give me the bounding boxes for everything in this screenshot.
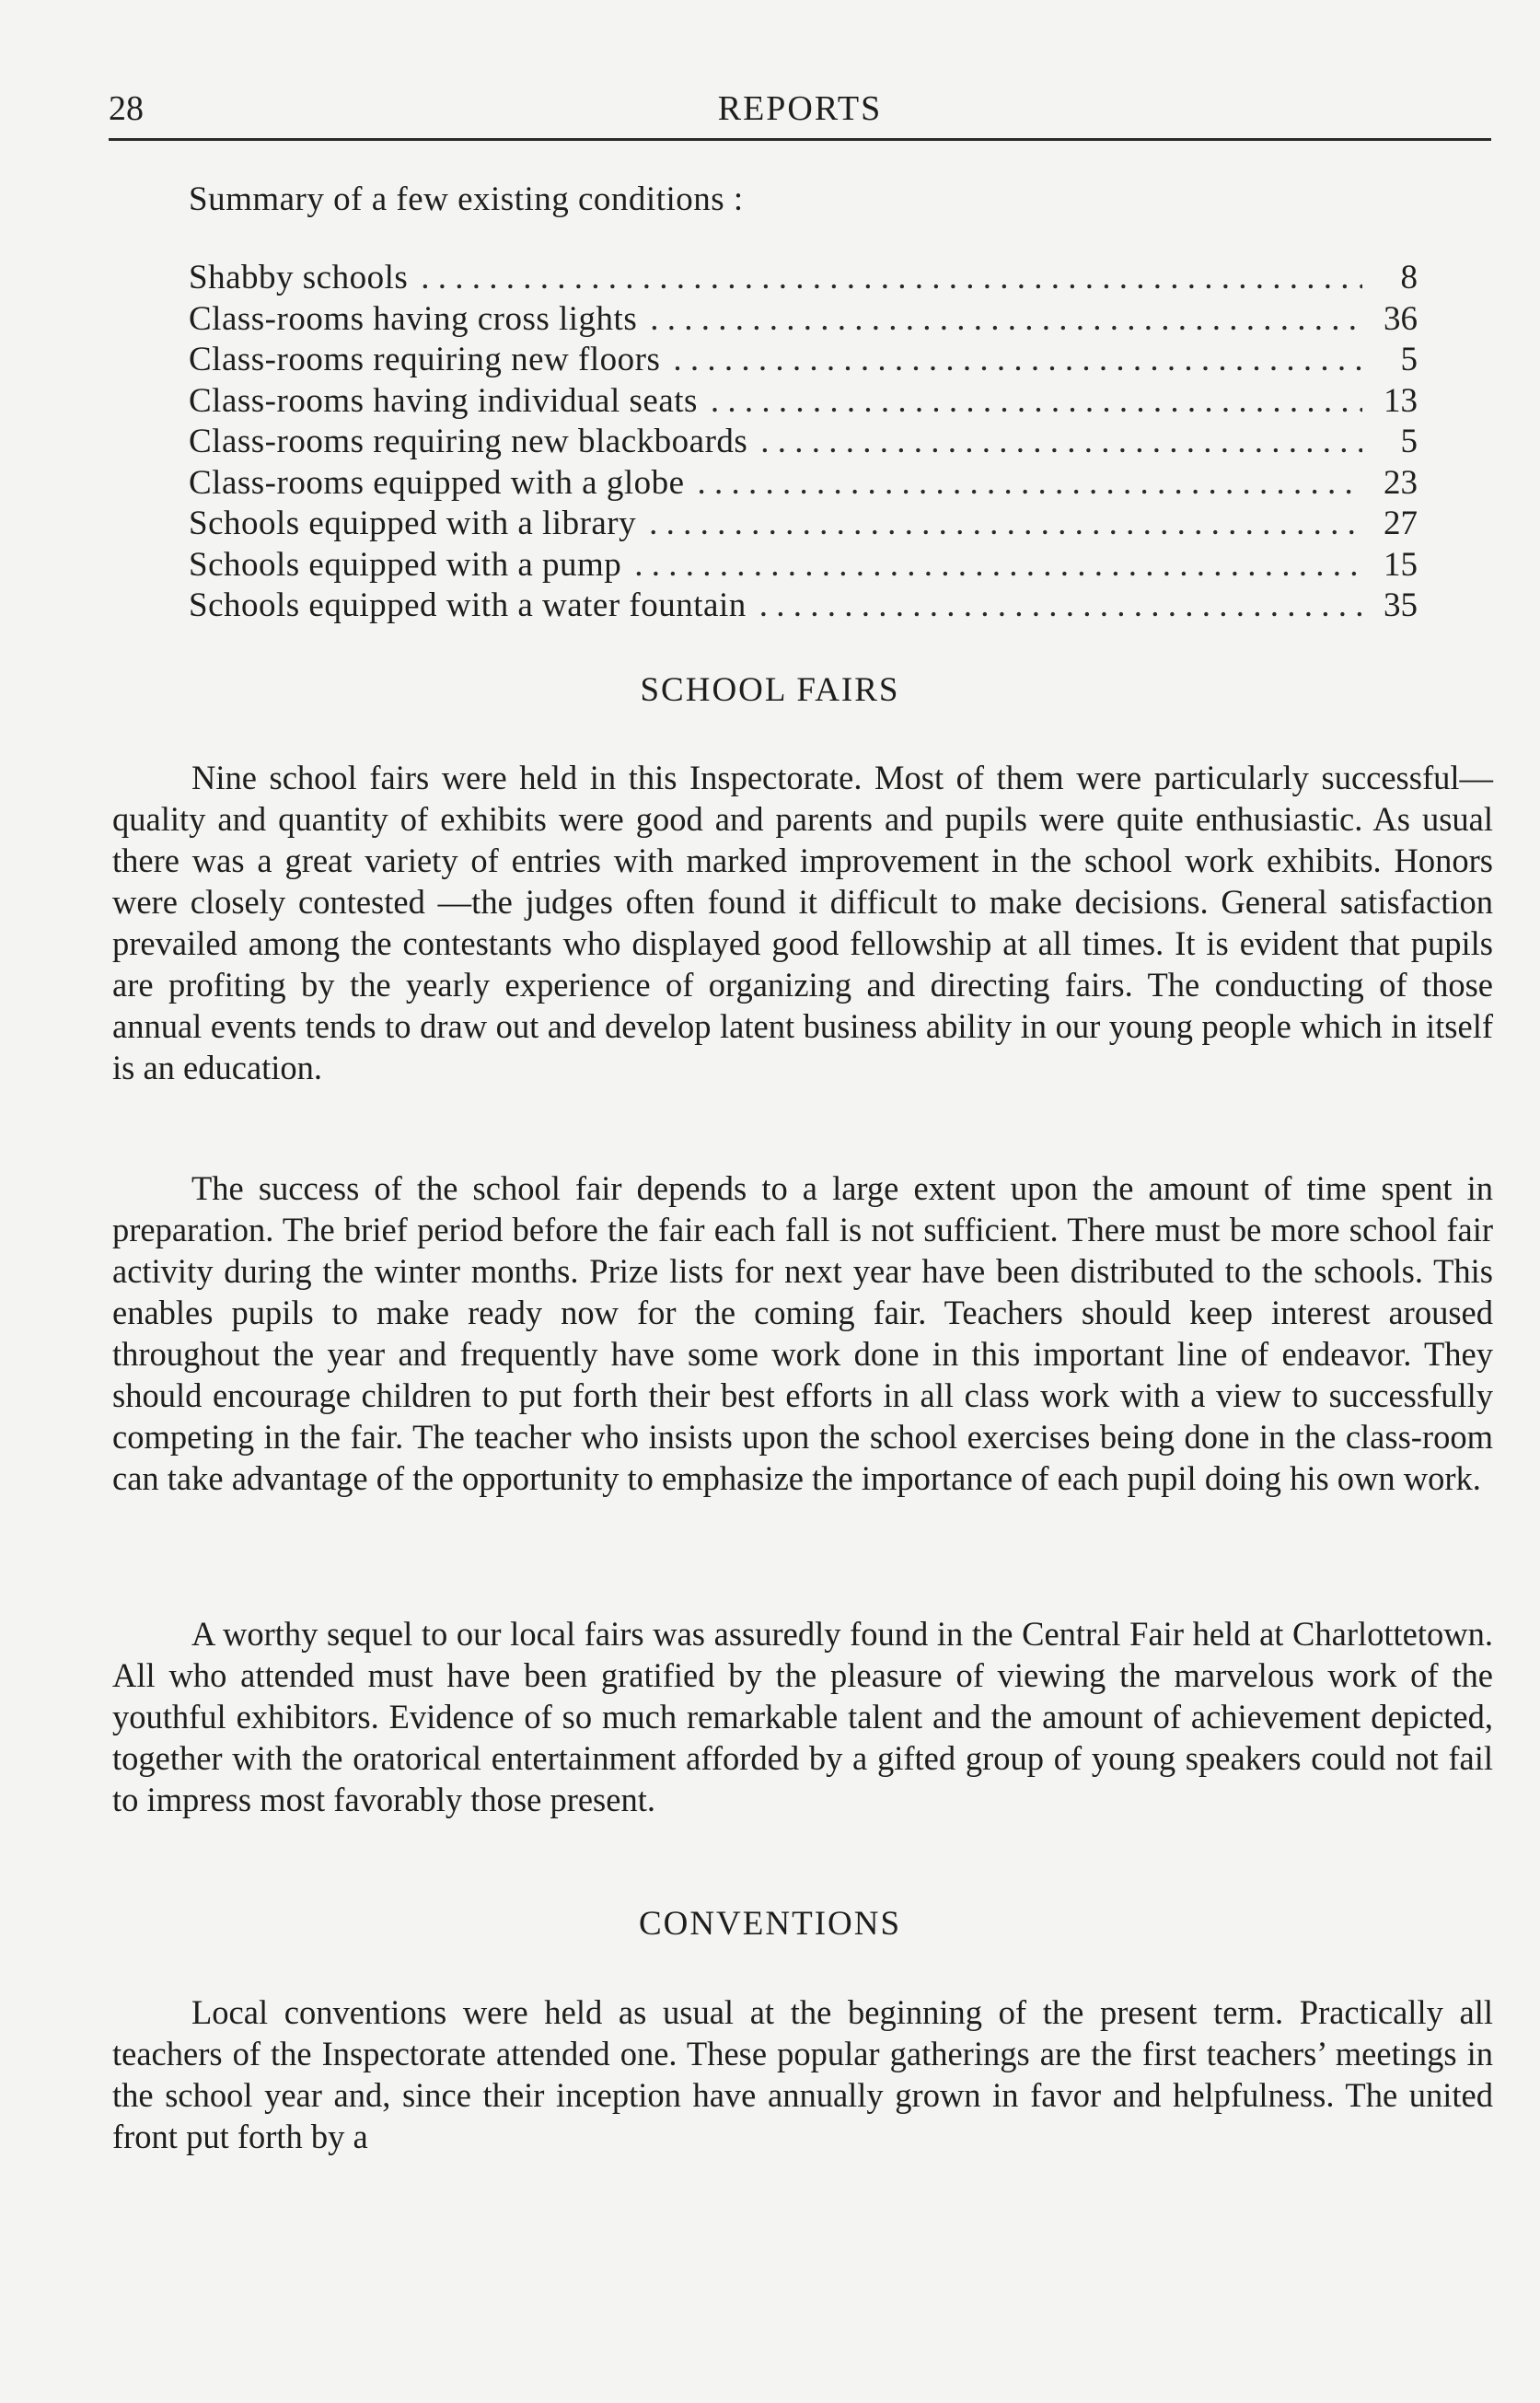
dot-leader bbox=[650, 299, 1362, 339]
paragraph-school-fairs-1: Nine school fairs were held in this Inspectorate. Most of them were particularly successful—quality and quantity of exhibits were good and parents and pupils were quite enthusiastic. As usual there was a great variety of entries with marked improvement in the school work exhibits. Honors were closely contested —the judges often found it difficult to make decisions. General satisfaction prevailed among the contestants who displayed good fellowship at all times. It is evident that pupils are profiting by the yearly experience of organizing and directing fairs. The conducting of those annual events tends to draw out and develop latent business ability in our young people which in itself is an education. bbox=[112, 759, 1493, 1086]
dot-leader bbox=[421, 258, 1362, 297]
summary-label: Schools equipped with a library bbox=[189, 505, 637, 542]
summary-value: 36 bbox=[1384, 299, 1418, 338]
summary-value: 23 bbox=[1384, 463, 1418, 502]
summary-value: 5 bbox=[1400, 423, 1418, 460]
summary-row bbox=[189, 258, 1418, 299]
summary-label: Shabby schools bbox=[189, 259, 409, 296]
summary-label: Class-rooms requiring new floors bbox=[189, 341, 661, 378]
summary-label: Class-rooms having cross lights bbox=[189, 299, 638, 338]
section-heading-conventions: CONVENTIONS bbox=[638, 1905, 902, 1943]
summary-value: 5 bbox=[1400, 341, 1418, 378]
summary-value: 35 bbox=[1384, 586, 1418, 624]
summary-label: Schools equipped with a pump bbox=[189, 545, 622, 584]
paragraph-conventions-1: Local conventions were held as usual at the beginning of the present term. Practically all teachers of the Inspectorate attended one. These popular gatherings are the first teachers’ meetings in the school year and, since their inception have annually grown in favor and helpfulness. The united front put forth by a bbox=[112, 1993, 1493, 2155]
paragraph-school-fairs-2: The success of the school fair depends to a large extent upon the amount of time spent in preparation. The brief period before the fair each fall is not sufficient. There must be more school fair activity during the winter months. Prize lists for next year have been distributed to the schools. This enables pupils to make ready now for the coming fair. Teachers should keep interest aroused throughout the year and frequently have some work done in this important line of endeavor. They should encourage children to put forth their best efforts in all class work with a view to successfully competing in the fair. The teacher who insists upon the school exercises being done in the class-room can take advantage of the opportunity to emphasize the importance of each pupil doing his own work. bbox=[112, 1169, 1493, 1497]
page-header bbox=[109, 85, 1491, 141]
dot-leader bbox=[698, 463, 1362, 503]
summary-row bbox=[189, 545, 1418, 586]
summary-value: 15 bbox=[1384, 545, 1418, 584]
page-number: 28 bbox=[109, 89, 144, 128]
summary-row bbox=[189, 586, 1418, 627]
summary-row bbox=[189, 299, 1418, 341]
summary-row bbox=[189, 422, 1418, 463]
dot-leader bbox=[673, 340, 1362, 379]
summary-label: Class-rooms equipped with a globe bbox=[189, 463, 685, 502]
dot-leader bbox=[711, 381, 1362, 421]
summary-value: 27 bbox=[1384, 505, 1418, 542]
summary-row bbox=[189, 504, 1418, 545]
summary-row bbox=[189, 463, 1418, 505]
summary-row bbox=[189, 381, 1418, 423]
summary-value: 8 bbox=[1400, 259, 1418, 296]
dot-leader bbox=[760, 422, 1362, 461]
summary-label: Schools equipped with a water fountain bbox=[189, 586, 747, 624]
dot-leader bbox=[759, 586, 1362, 625]
summary-row bbox=[189, 340, 1418, 381]
summary-list bbox=[189, 258, 1418, 627]
summary-label: Class-rooms having individual seats bbox=[189, 381, 698, 420]
dot-leader bbox=[649, 504, 1362, 543]
running-head: REPORTS bbox=[717, 89, 883, 128]
summary-label: Class-rooms requiring new blackboards bbox=[189, 423, 748, 460]
summary-value: 13 bbox=[1384, 381, 1418, 420]
paragraph-school-fairs-3: A worthy sequel to our local fairs was assuredly found in the Central Fair held at Charlottetown. All who attended must have been gratified by the pleasure of viewing the marvelous work of the youthful exhibitors. Evidence of so much remarkable talent and the amount of achievement depicted, together with the oratorical entertainment afforded by a gifted group of young speakers could not fail to impress most favorably those present. bbox=[112, 1615, 1493, 1818]
dot-leader bbox=[634, 545, 1362, 585]
summary-intro: Summary of a few existing conditions : bbox=[189, 180, 744, 218]
section-heading-school-fairs: SCHOOL FAIRS bbox=[640, 671, 900, 709]
